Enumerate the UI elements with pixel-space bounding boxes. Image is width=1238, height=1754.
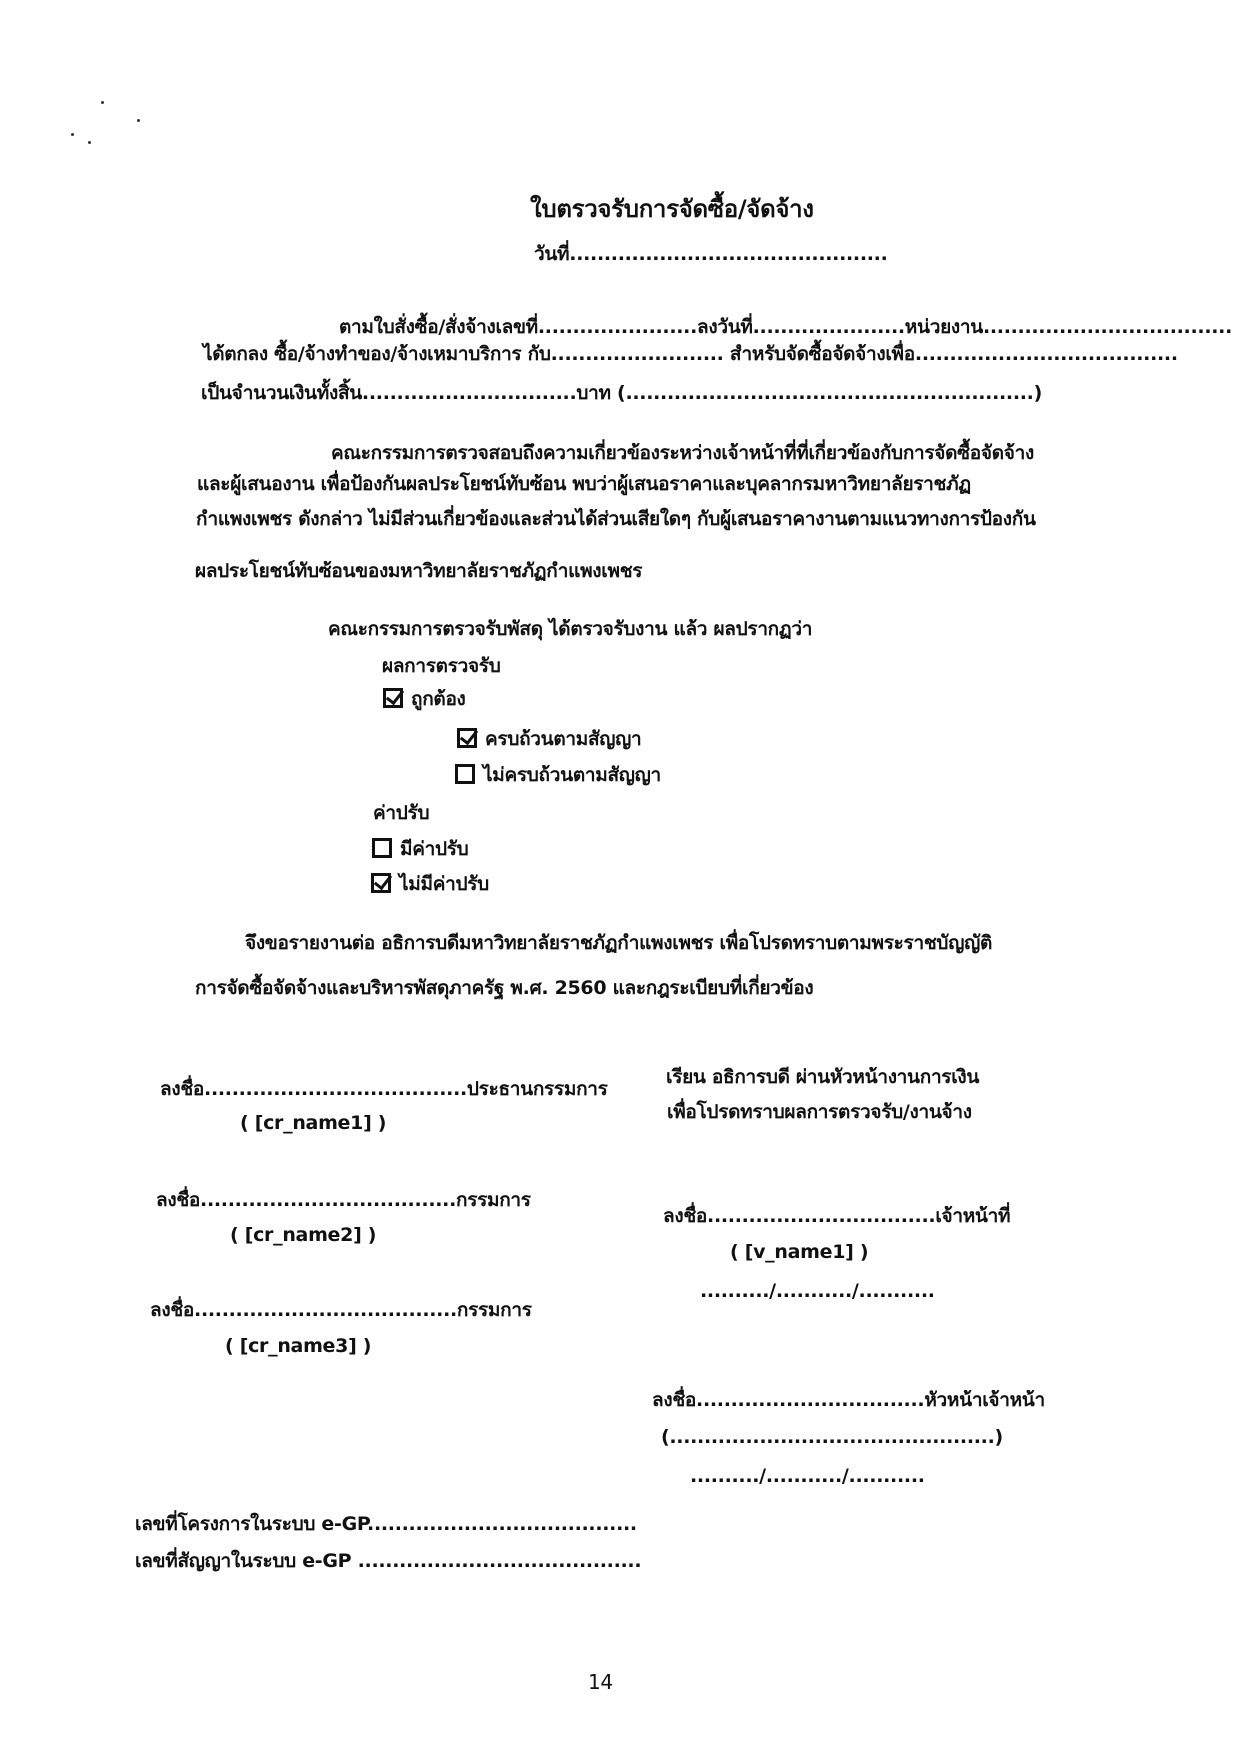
scan-speck (88, 141, 91, 144)
checkbox-no-fine-label: ไม่มีค่าปรับ (399, 873, 489, 895)
report-paragraph-line2: การจัดซื้อจัดจ้างและบริหารพัสดุภาครัฐ พ.ศ. 2560 และกฎระเบียบที่เกี่ยวข้อง (195, 977, 814, 999)
member1-signature-line: ลงชื่อ.....................................กรรมการ (156, 1189, 531, 1211)
scan-speck (71, 133, 74, 136)
checkbox-row-no-fine[interactable] (371, 873, 489, 894)
checkbox-row-complete[interactable] (457, 728, 641, 749)
checkbox-has-fine-label: มีค่าปรับ (400, 838, 469, 860)
checkbox-complete-label: ครบถ้วนตามสัญญา (485, 728, 642, 750)
member2-name: ( [cr_name3] ) (225, 1335, 372, 1357)
egp-contract-number: เลขที่สัญญาในระบบ e-GP ......................................... (135, 1550, 642, 1572)
checkbox-correct-label: ถูกต้อง (411, 688, 466, 710)
checkbox-complete[interactable] (457, 728, 477, 748)
memo-line2: เพื่อโปรดทราบผลการตรวจรับ/งานจ้าง (667, 1101, 972, 1123)
egp-project-number: เลขที่โครงการในระบบ e-GP....................................... (135, 1513, 637, 1535)
chair-signature-line: ลงชื่อ......................................ประธานกรรมการ (160, 1078, 608, 1100)
date-line: วันที่.............................................. (534, 243, 888, 265)
conflict-paragraph-line2: และผู้เสนองาน เพื่อป้องกันผลประโยชน์ทับซ้อน พบว่าผู้เสนอราคาและบุคลากรมหาวิทยาลัยราชภัฏ (197, 473, 971, 495)
officer-date: ........../.........../........... (700, 1280, 935, 1302)
officer-name: ( [v_name1] ) (730, 1241, 869, 1263)
scan-speck (101, 101, 104, 104)
member2-signature-line: ลงชื่อ......................................กรรมการ (150, 1299, 532, 1321)
amount-line: เป็นจำนวนเงินทั้งสิ้น...............................บาท (...........................................................) (201, 382, 1042, 404)
head-signature-line: ลงชื่อ.................................หัวหน้าเจ้าหน้า (652, 1389, 1045, 1411)
fine-label: ค่าปรับ (373, 802, 430, 824)
member1-name: ( [cr_name2] ) (230, 1224, 377, 1246)
chair-name: ( [cr_name1] ) (240, 1112, 387, 1134)
checkbox-no-fine[interactable] (371, 873, 391, 893)
document-title: ใบตรวจรับการจัดซื้อ/จัดจ้าง (530, 195, 814, 223)
checkbox-correct[interactable] (383, 688, 403, 708)
conflict-paragraph-line1: คณะกรรมการตรวจสอบถึงความเกี่ยวข้องระหว่างเจ้าหน้าที่ที่เกี่ยวข้องกับการจัดซื้อจัดจ้าง (331, 442, 1034, 464)
memo-line1: เรียน อธิการบดี ผ่านหัวหน้างานการเงิน (666, 1066, 980, 1088)
checkbox-incomplete-label: ไม่ครบถ้วนตามสัญญา (483, 764, 661, 786)
head-date: ........../.........../........... (690, 1465, 925, 1487)
officer-signature-line: ลงชื่อ.................................เจ้าหน้าที่ (663, 1205, 1011, 1227)
result-label: ผลการตรวจรับ (382, 655, 501, 677)
conflict-paragraph-line3: กำแพงเพชร ดังกล่าว ไม่มีส่วนเกี่ยวข้องและส่วนได้ส่วนเสียใดๆ กับผู้เสนอราคางานตามแนวทางการป้องกัน (196, 508, 1036, 530)
checkbox-row-incomplete[interactable] (455, 764, 661, 785)
inspection-intro: คณะกรรมการตรวจรับพัสดุ ได้ตรวจรับงาน แล้ว ผลปรากฏว่า (328, 618, 813, 640)
scan-speck (137, 119, 140, 122)
order-number-line: ตามใบสั่งซื้อ/สั่งจ้างเลขที่.......................ลงวันที่......................หน่วยงาน.................................... (339, 316, 1232, 338)
page-number: 14 (588, 1670, 613, 1694)
checkbox-incomplete[interactable] (455, 764, 475, 784)
checkbox-row-correct[interactable] (383, 688, 466, 709)
conflict-paragraph-line4: ผลประโยชน์ทับซ้อนของมหาวิทยาลัยราชภัฏกำแพงเพชร (195, 560, 643, 582)
report-paragraph-line1: จึงขอรายงานต่อ อธิการบดีมหาวิทยาลัยราชภัฏกำแพงเพชร เพื่อโปรดทราบตามพระราชบัญญัติ (245, 932, 993, 954)
agreement-line: ได้ตกลง ซื้อ/จ้างทำของ/จ้างเหมาบริการ กับ......................... สำหรับจัดซื้อจัดจ้างเพื่อ...................................... (203, 343, 1178, 365)
checkbox-has-fine[interactable] (372, 838, 392, 858)
checkbox-row-has-fine[interactable] (372, 838, 468, 859)
head-name: (...............................................) (661, 1426, 1003, 1448)
